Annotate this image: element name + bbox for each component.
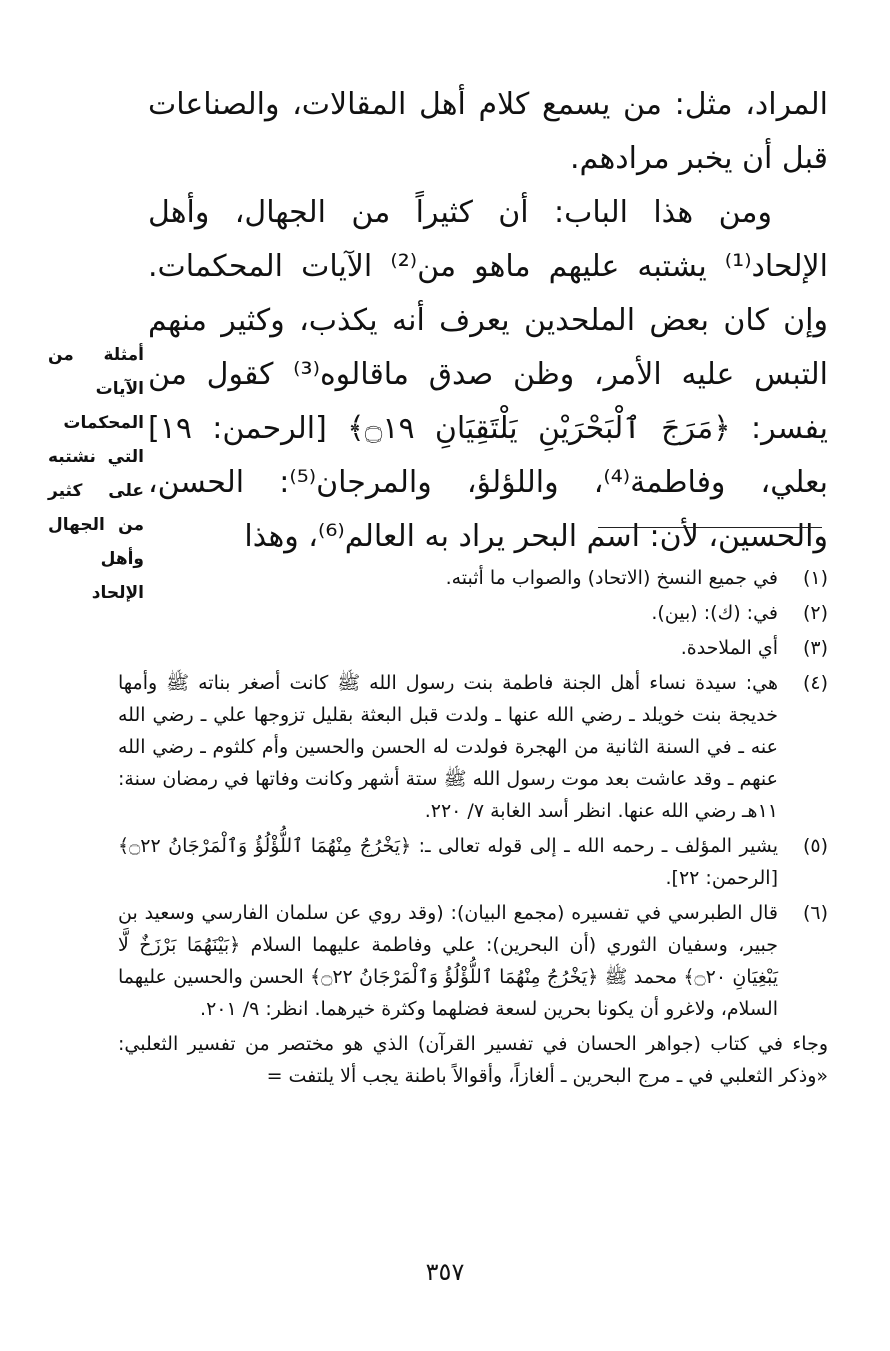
main-paragraph: المراد، مثل: من يسمع كلام أهل المقالات، والصناعات قبل أن يخبر مرادهم. [148,87,828,176]
footnote-number: (٢) [802,602,828,624]
footnote-separator [598,527,822,528]
footnote-number: (٦) [802,902,828,924]
footnote-text: في: (ك): (بين). [651,602,778,624]
footnote-text: يشير المؤلف ـ رحمه الله ـ إلى قوله تعالى ـ: ﴿يَخْرُجُ مِنْهُمَا ٱللُّؤْلُؤُ وَٱلْمَرْجَانُ ۝٢٢﴾ [الرحمن: ٢٢]. [118,835,778,889]
margin-note: أمثلة من الآيات المحكمات التي نشتبه على كثير من الجهال وأهل الإلحاد [48,345,144,603]
footnote-number: (١) [802,567,828,589]
footnote [118,632,828,664]
footnote [118,897,828,1025]
main-body-text [148,78,828,564]
footnote-number: (٤) [802,672,828,694]
footnote-text: هي: سيدة نساء أهل الجنة فاطمة بنت رسول الله ﷺ كانت أصغر بناته ﷺ وأمها خديجة بنت خويلد ـ رضي الله عنها ـ ولدت قبل البعثة بقليل تزوجها علي ـ رضي الله عنه ـ في السنة الثانية من الهجرة فولدت له الحسن والحسين وأم كلثوم ـ رضي الله عنهم ـ وقد عاشت بعد موت رسول الله ﷺ ستة أشهر وكانت وفاتها في رمضان سنة: ١١هـ رضي الله عنها. انظر أسد الغابة ٧/ ٢٢٠. [118,672,778,822]
footnote-number: (٣) [802,637,828,659]
footnote-text: أي الملاحدة. [680,637,778,659]
main-paragraph: ومن هذا الباب: أن كثيراً من الجهال، وأهل الإلحاد⁽¹⁾ يشتبه عليهم ماهو من⁽²⁾ الآيات المحكمات. وإن كان بعض الملحدين يعرف أنه يكذب، وكثير منهم التبس عليه الأمر، وظن صدق ماقالوه⁽³⁾ كقول من يفسر: ﴿مَرَجَ ٱلْبَحْرَيْنِ يَلْتَقِيَانِ ۝١٩﴾ [الرحمن: ١٩] بعلي، وفاطمة⁽⁴⁾، واللؤلؤ، والمرجان⁽⁵⁾: الحسن، والحسين، لأن: اسم البحر يراد به العالم⁽⁶⁾، وهذا [148,195,829,554]
page-number: ٣٥٧ [425,1258,465,1286]
footnotes-section [118,562,828,1092]
footnote [118,830,828,894]
footnote [118,597,828,629]
footnote [118,667,828,827]
footnote-number: (٥) [802,835,828,857]
footnote-text: في جميع النسخ (الاتحاد) والصواب ما أثبته. [445,567,778,589]
footnote-text: قال الطبرسي في تفسيره (مجمع البيان): (وقد روي عن سلمان الفارسي وسعيد بن جبير، وسفيان الثوري (أن البحرين): علي وفاطمة عليهما السلام ﴿بَيْنَهُمَا بَرْزَخٌ لَّا يَبْغِيَانِ ۝٢٠﴾ محمد ﷺ ﴿يَخْرُجُ مِنْهُمَا ٱللُّؤْلُؤُ وَٱلْمَرْجَانُ ۝٢٢﴾ الحسن والحسين عليهما السلام، ولاغرو أن يكونا بحرين لسعة فضلهما وكثرة خيرهما. انظر: ٩/ ٢٠١. [118,902,779,1020]
footnote-continuation: وجاء في كتاب (جواهر الحسان في تفسير القرآن) الذي هو مختصر من تفسير الثعلبي: «وذكر الثعلبي في ـ مرج البحرين ـ ألغازاً، وأقوالاً باطنة يجب ألا يلتفت = [118,1033,828,1087]
footnote [118,562,828,594]
